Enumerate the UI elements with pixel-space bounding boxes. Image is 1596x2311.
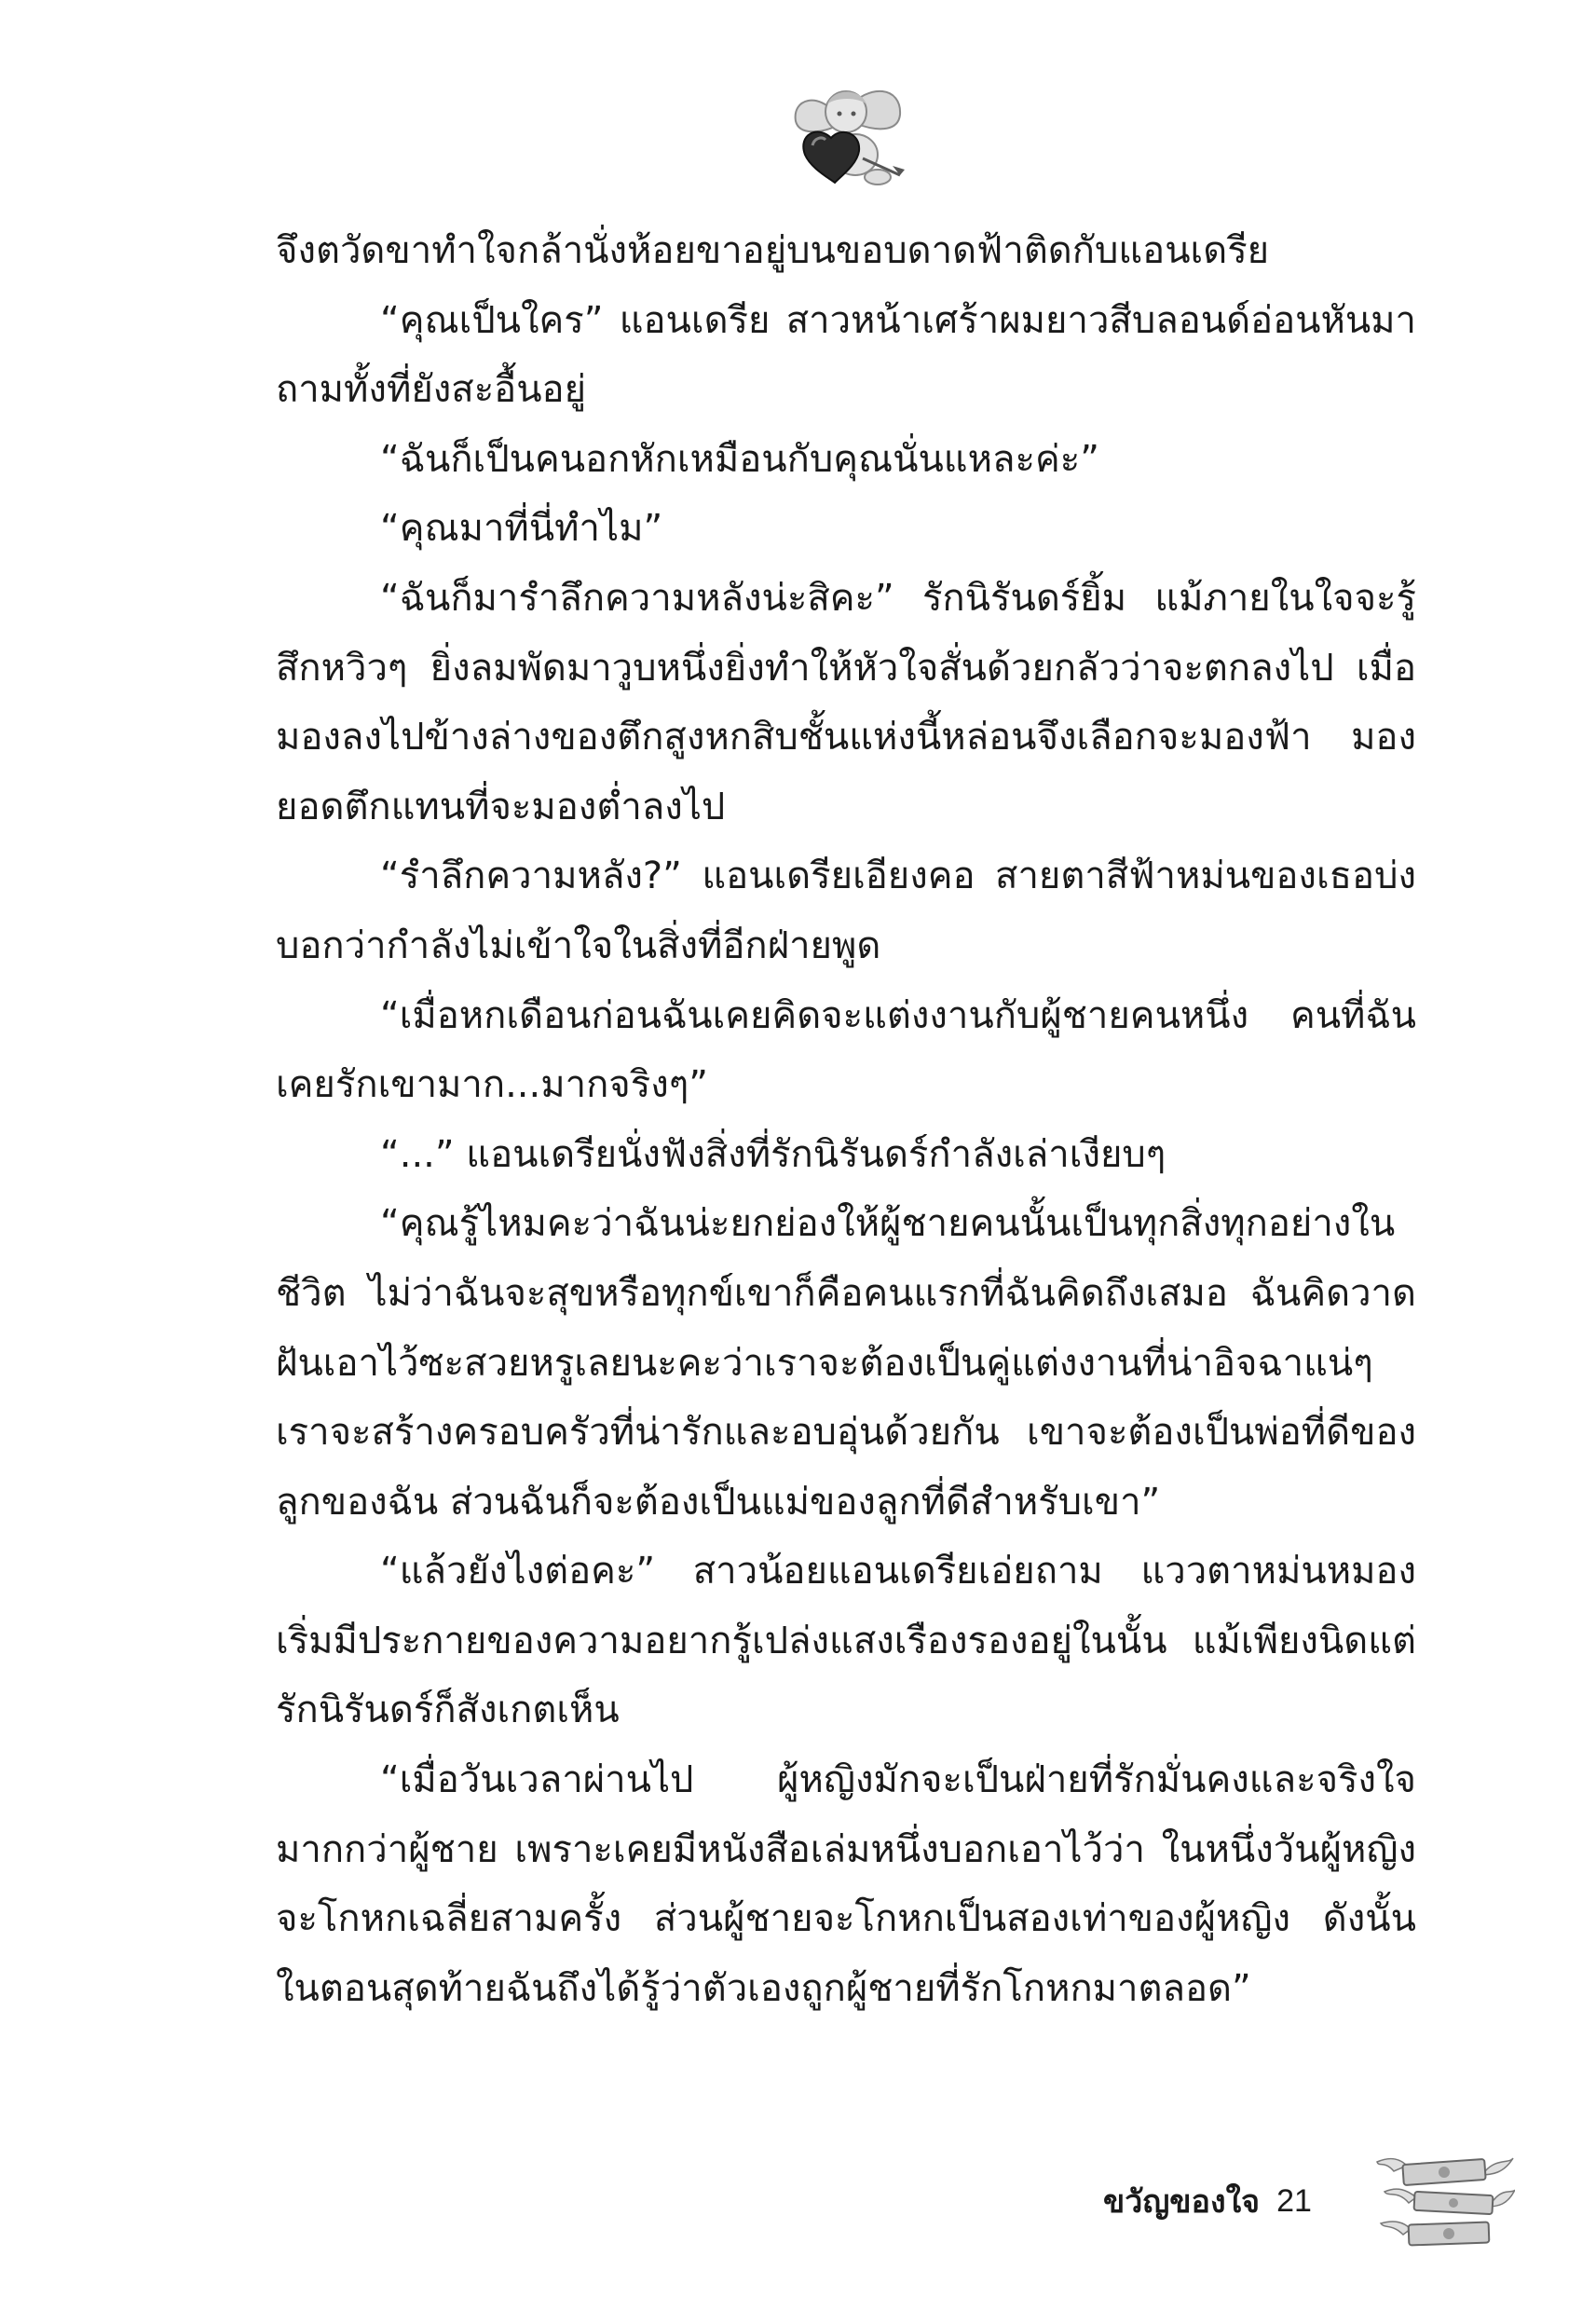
paragraph: “รำลึกความหลัง?” แอนเดรียเอียงคอ สายตาสีฟ้าหม่นของเธอบ่งบอกว่ากำลังไม่เข้าใจในสิ่งที่อีกฝ่ายพูด: [276, 855, 1416, 967]
paragraph: “คุณเป็นใคร” แอนเดรีย สาวหน้าเศร้าผมยาวสีบลอนด์อ่อนหันมาถามทั้งที่ยังสะอื้นอยู่: [276, 298, 1416, 412]
page-footer: [1103, 2173, 1312, 2229]
winged-money-icon: [1375, 2143, 1515, 2255]
paragraph: “คุณมาที่นี่ทำไม”: [380, 507, 663, 551]
page-number: 21: [1276, 2182, 1312, 2219]
paragraph: “เมื่อหกเดือนก่อนฉันเคยคิดจะแต่งงานกับผู้ชายคนหนึ่ง คนที่ฉันเคยรักเขามาก...มากจริงๆ”: [276, 993, 1416, 1107]
paragraph: จึงตวัดขาทำใจกล้านั่งห้อยขาอยู่บนขอบดาดฟ้าติดกับแอนเดรีย: [276, 229, 1270, 272]
paragraph: “เมื่อวันเวลาผ่านไป ผู้หญิงมักจะเป็นฝ่ายที่รักมั่นคงและจริงใจมากกว่าผู้ชาย เพราะเคยมีหนังสือเล่มหนึ่งบอกเอาไว้ว่า ในหนึ่งวันผู้หญิงจะโกหกเฉลี่ยสามครั้ง ส่วนผู้ชายจะโกหกเป็นสองเท่าของผู้หญิง ดังนั้นในตอนสุดท้ายฉันถึงได้รู้ว่าตัวเองถูกผู้ชายที่รักโกหกมาตลอด”: [276, 1758, 1416, 2010]
paragraph: “แล้วยังไงต่อคะ” สาวน้อยแอนเดรียเอ่ยถาม แววตาหม่นหมองเริ่มมีประกายของความอยากรู้เปล่งแสงเรืองรองอยู่ในนั้น แม้เพียงนิดแต่รักนิรันดร์ก็สังเกตเห็น: [276, 1550, 1416, 1732]
paragraph: “...” แอนเดรียนั่งฟังสิ่งที่รักนิรันดร์กำลังเล่าเงียบๆ: [380, 1132, 1166, 1176]
paragraph: “ฉันก็มารำลึกความหลังน่ะสิคะ” รักนิรันดร์ยิ้ม แม้ภายในใจจะรู้สึกหวิวๆ ยิ่งลมพัดมาวูบหนึ่งยิ่งทำให้หัวใจสั่นด้วยกลัวว่าจะตกลงไป เมื่อมองลงไปข้างล่างของตึกสูงหกสิบชั้นแห่งนี้หล่อนจึงเลือกจะมองฟ้า มองยอดตึกแทนที่จะมองต่ำลงไป: [276, 576, 1416, 828]
cupid-heart-icon: [781, 73, 911, 194]
story-text: [276, 216, 1416, 2023]
paragraph: “ฉันก็เป็นคนอกหักเหมือนกับคุณนั่นแหละค่ะ”: [380, 437, 1099, 481]
paragraph: “คุณรู้ไหมคะว่าฉันน่ะยกย่องให้ผู้ชายคนนั้นเป็นทุกสิ่งทุกอย่างในชีวิต ไม่ว่าฉันจะสุขหรือทุกข์เขาก็คือคนแรกที่ฉันคิดถึงเสมอ ฉันคิดวาดฝันเอาไว้ซะสวยหรูเลยนะคะว่าเราจะต้องเป็นคู่แต่งงานที่น่าอิจฉาแน่ๆ เราจะสร้างครอบครัวที่น่ารักและอบอุ่นด้วยกัน เขาจะต้องเป็นพ่อที่ดีของลูกของฉัน ส่วนฉันก็จะต้องเป็นแม่ของลูกที่ดีสำหรับเขา”: [276, 1202, 1416, 1524]
book-title: ขวัญของใจ: [1103, 2183, 1261, 2221]
